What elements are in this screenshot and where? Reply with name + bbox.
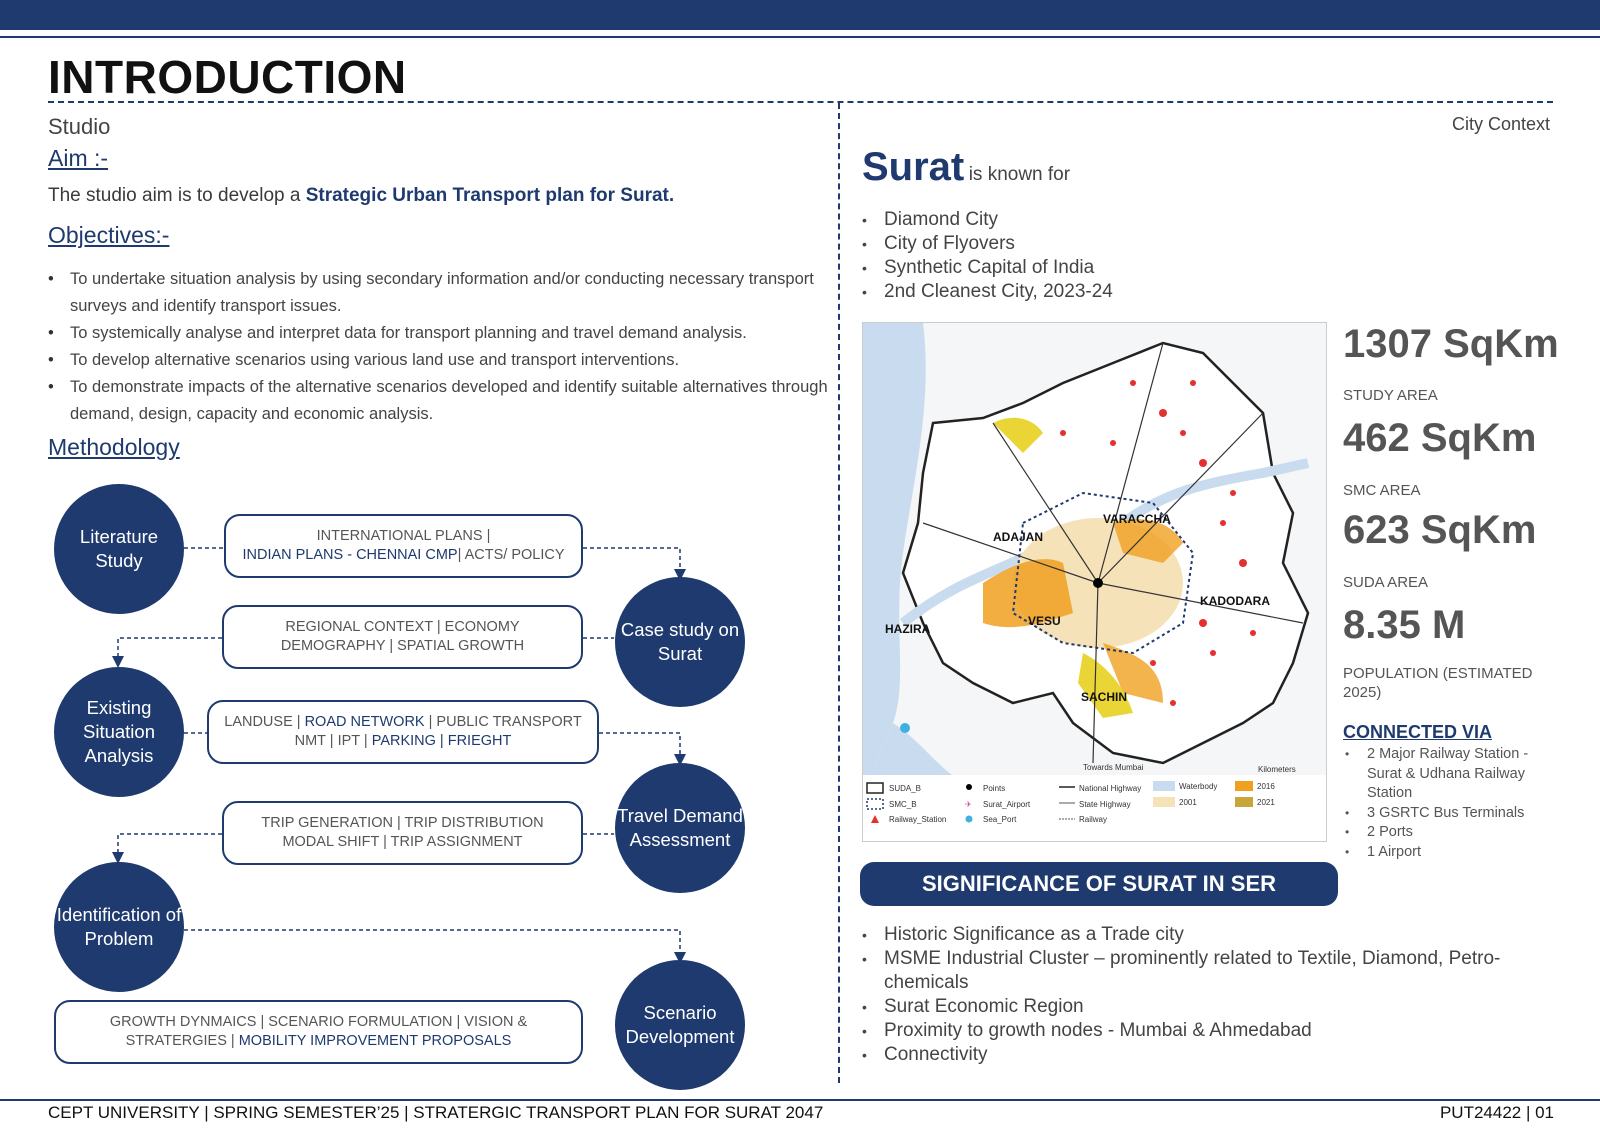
legend-airport: Surat_Airport bbox=[983, 800, 1031, 809]
legend-points: Points bbox=[983, 784, 1006, 793]
legend-airport-icon: ✈ bbox=[965, 800, 972, 809]
step-travel-demand: Travel Demand Assessment bbox=[615, 763, 745, 893]
legend-2016: 2016 bbox=[1257, 782, 1275, 791]
aim-text-prefix: The studio aim is to develop a bbox=[48, 185, 306, 206]
legend-seaport: Sea_Port bbox=[983, 815, 1017, 824]
connected-item: • 2 Major Railway Station - Surat & Udhana Railway Station bbox=[1343, 745, 1558, 804]
significance-item: • Historic Significance as a Trade city bbox=[862, 923, 1562, 947]
top-rule bbox=[0, 36, 1600, 38]
objectives-heading: Objectives:- bbox=[48, 222, 170, 248]
map-graphic bbox=[863, 323, 1327, 842]
connected-heading: CONNECTED VIA bbox=[1343, 722, 1493, 742]
stat-value: 1307 SqKm bbox=[1343, 322, 1559, 366]
place-adajan: ADAJAN bbox=[993, 530, 1044, 544]
legend-swatch bbox=[1235, 797, 1253, 807]
city-context-label: City Context bbox=[1451, 114, 1550, 134]
known-item: • Diamond City bbox=[862, 208, 1113, 232]
significance-item: • MSME Industrial Cluster – prominently related to Textile, Diamond, Petro-chemicals bbox=[862, 947, 1562, 995]
methodology-heading: Methodology bbox=[48, 434, 180, 460]
surat-known-for: is known for bbox=[968, 164, 1071, 185]
legend-smc: SMC_B bbox=[889, 800, 917, 809]
sea-port-point bbox=[900, 723, 910, 733]
legend-swatch bbox=[1153, 797, 1175, 807]
scale-label: Kilometers bbox=[1258, 765, 1296, 774]
stat-label: SMC AREA bbox=[1343, 482, 1421, 499]
objective-item: • To systemically analyse and interpret data for transport planning and travel demand analysis. bbox=[48, 320, 838, 347]
place-kadodara: KADODARA bbox=[1200, 594, 1270, 608]
page-title: INTRODUCTION bbox=[48, 51, 407, 103]
legend-sh: State Highway bbox=[1079, 800, 1131, 809]
stat-value: 462 SqKm bbox=[1343, 416, 1537, 460]
step-literature-study: Literature Study bbox=[54, 484, 184, 614]
pill-highlight: MOBILITY IMPROVEMENT PROPOSALS bbox=[238, 1033, 512, 1049]
legend-2001: 2001 bbox=[1179, 798, 1197, 807]
pill-text: STRATERGIES | bbox=[125, 1033, 239, 1049]
column-divider bbox=[838, 103, 840, 1083]
known-for-list bbox=[862, 208, 1113, 304]
legend-swatch bbox=[1235, 781, 1253, 791]
known-item: • 2nd Cleanest City, 2023-24 bbox=[862, 280, 1113, 304]
top-banner bbox=[0, 0, 1600, 30]
legend-2021: 2021 bbox=[1257, 798, 1275, 807]
legend-suda: SUDA_B bbox=[889, 784, 922, 793]
pill-highlight: PARKING | FRIEGHT bbox=[371, 733, 512, 749]
connected-item: • 2 Ports bbox=[1343, 823, 1558, 843]
pill-literature bbox=[224, 514, 583, 578]
step-case-study: Case study on Surat bbox=[615, 577, 745, 707]
pill-text: TRIP GENERATION | TRIP DISTRIBUTION bbox=[261, 815, 544, 831]
footer-rule bbox=[0, 1099, 1600, 1101]
step-identification: Identification of Problem bbox=[54, 862, 184, 992]
aim-text bbox=[48, 185, 674, 207]
legend-swatch bbox=[966, 816, 973, 823]
legend-swatch bbox=[1153, 781, 1175, 791]
significance-item: • Connectivity bbox=[862, 1043, 1562, 1067]
objective-item: • To develop alternative scenarios using various land use and transport interventions. bbox=[48, 347, 838, 374]
city-center-point bbox=[1093, 578, 1103, 588]
place-hazira: HAZIRA bbox=[885, 622, 931, 636]
place-vesu: VESU bbox=[1028, 614, 1061, 628]
significance-heading: SIGNIFICANCE OF SURAT IN SER bbox=[860, 862, 1338, 906]
connected-item: • 3 GSRTC Bus Terminals bbox=[1343, 804, 1558, 824]
significance-item: • Proximity to growth nodes - Mumbai & Ahmedabad bbox=[862, 1019, 1562, 1043]
known-item: • City of Flyovers bbox=[862, 232, 1113, 256]
footer-left: CEPT UNIVERSITY | SPRING SEMESTER’25 | STRATERGIC TRANSPORT PLAN FOR SURAT 2047 bbox=[48, 1103, 824, 1122]
pill-text: REGIONAL CONTEXT | ECONOMY bbox=[285, 619, 520, 635]
legend-railway-station: Railway_Station bbox=[889, 815, 947, 824]
footer-page-number: PUT24422 | 01 bbox=[1439, 1103, 1554, 1122]
pill-text: LANDUSE | bbox=[224, 714, 305, 730]
significance-item: • Surat Economic Region bbox=[862, 995, 1562, 1019]
pill-text: INTERNATIONAL PLANS | bbox=[316, 528, 491, 544]
pill-highlight: INDIAN PLANS - CHENNAI CMP bbox=[242, 547, 458, 563]
known-item: • Synthetic Capital of India bbox=[862, 256, 1113, 280]
surat-map bbox=[862, 322, 1327, 842]
stat-label: SUDA AREA bbox=[1343, 574, 1429, 591]
legend-swatch bbox=[966, 784, 972, 790]
stat-label: POPULATION (ESTIMATED 2025) bbox=[1343, 665, 1533, 701]
pill-text: DEMOGRAPHY | SPATIAL GROWTH bbox=[280, 638, 525, 654]
pill-text: GROWTH DYNMAICS | SCENARIO FORMULATION | VISION & bbox=[109, 1014, 528, 1030]
pill-highlight: ROAD NETWORK bbox=[304, 714, 425, 730]
legend-railway: Railway bbox=[1079, 815, 1108, 824]
pill-travel bbox=[222, 801, 583, 865]
place-varaccha: VARACCHA bbox=[1103, 512, 1171, 526]
pill-text: NMT | IPT | bbox=[294, 733, 372, 749]
step-scenario-development: Scenario Development bbox=[615, 960, 745, 1090]
stat-value: 8.35 M bbox=[1343, 603, 1466, 647]
place-sachin: SACHIN bbox=[1081, 690, 1128, 704]
legend-waterbody: Waterbody bbox=[1179, 782, 1218, 791]
pill-existing bbox=[207, 700, 599, 764]
pill-text: MODAL SHIFT | TRIP ASSIGNMENT bbox=[282, 834, 523, 850]
pill-text: | ACTS/ POLICY bbox=[457, 547, 565, 563]
stat-label: STUDY AREA bbox=[1343, 387, 1438, 404]
objective-item: • To undertake situation analysis by using secondary information and/or conducting necessary transport surveys and identify transport issues. bbox=[48, 266, 838, 320]
connected-list bbox=[1343, 745, 1558, 862]
pill-case-study bbox=[222, 605, 583, 669]
legend-nh: National Highway bbox=[1079, 784, 1142, 793]
towards-mumbai-label: Towards Mumbai bbox=[1083, 763, 1144, 772]
aim-text-bold: Strategic Urban Transport plan for Surat. bbox=[305, 185, 675, 206]
pill-text: | PUBLIC TRANSPORT bbox=[424, 714, 582, 730]
studio-label: Studio bbox=[48, 114, 111, 139]
stat-value: 623 SqKm bbox=[1343, 508, 1537, 552]
aim-heading: Aim :- bbox=[48, 145, 109, 171]
objective-item: • To demonstrate impacts of the alternative scenarios developed and identify suitable alternatives through demand, design, capacity and economic analysis. bbox=[48, 374, 838, 428]
header-divider bbox=[48, 101, 1553, 103]
significance-list bbox=[862, 923, 1562, 1067]
objectives-list bbox=[48, 266, 838, 428]
surat-name: Surat bbox=[862, 145, 965, 189]
surat-title bbox=[862, 145, 1070, 190]
step-existing-situation: Existing Situation Analysis bbox=[54, 667, 184, 797]
pill-scenario bbox=[54, 1000, 583, 1064]
connected-item: • 1 Airport bbox=[1343, 843, 1558, 863]
